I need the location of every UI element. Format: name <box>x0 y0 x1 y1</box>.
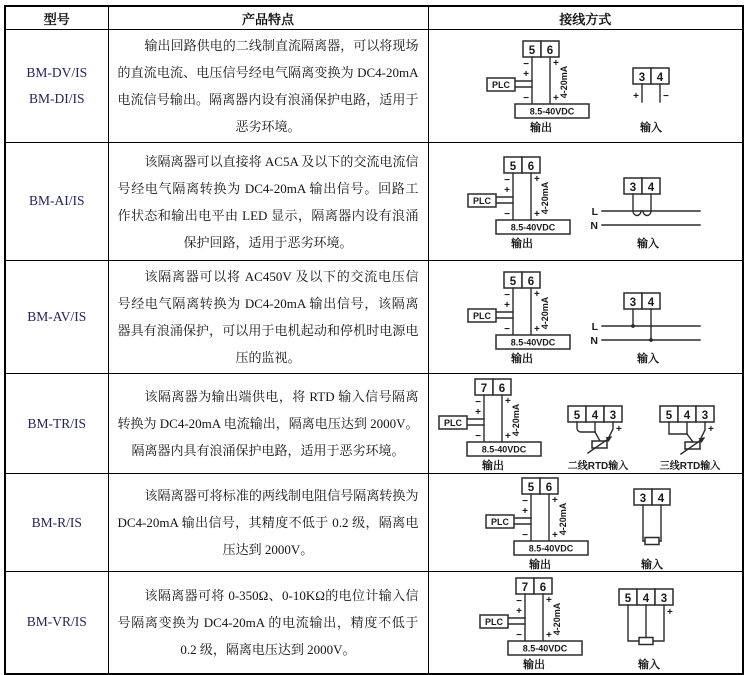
svg-text:+: + <box>616 423 623 435</box>
terminal-block <box>633 68 669 84</box>
svg-text:4: 4 <box>657 72 664 85</box>
terminal-block <box>624 178 660 194</box>
svg-text:+: + <box>553 93 560 105</box>
model-cell <box>5 261 108 374</box>
svg-text:−: − <box>523 59 530 71</box>
svg-text:+: + <box>667 606 674 618</box>
svg-text:+: + <box>553 58 560 70</box>
line-l-label: L <box>591 205 599 218</box>
col-header-features: 产品特点 <box>108 6 428 30</box>
svg-text:6: 6 <box>546 481 553 494</box>
input-wiring-diagram <box>606 575 692 671</box>
svg-text:+: + <box>552 529 559 541</box>
input-wiring-diagram <box>586 154 704 250</box>
svg-text:7: 7 <box>522 581 529 594</box>
svg-text:PLC: PLC <box>444 417 463 428</box>
header-row <box>5 6 743 30</box>
model-name: BM-R/IS <box>31 514 82 530</box>
svg-text:7: 7 <box>481 382 488 395</box>
svg-text:4: 4 <box>684 409 691 422</box>
output-label: 输出 <box>482 459 505 472</box>
svg-text:5: 5 <box>666 409 673 422</box>
wiring-cell <box>428 261 743 374</box>
svg-text:PLC: PLC <box>473 195 492 206</box>
svg-text:+: + <box>534 173 541 185</box>
svg-text:6: 6 <box>540 581 547 594</box>
input-label: 输入 <box>637 237 660 250</box>
output-label: 输出 <box>530 122 553 135</box>
svg-text:+: + <box>504 300 511 312</box>
features-cell: 该隔离器可将 0-350Ω、0-10KΩ的电位计输入信号隔离变换为 DC4-20mA 的电流输出，精度不低于 0.2 级，隔离电压达到 2000V。 <box>108 572 428 674</box>
features-cell: 该隔离器可以将 AC450V 及以下的交流电压信号经电气隔离转换为 DC4-20mA 输出信号，该隔离器具有浪涌保护，可以用于电机起动和停机时电源电压的监视。 <box>108 261 428 374</box>
resistor-symbol <box>645 537 659 544</box>
svg-text:6: 6 <box>528 276 535 289</box>
svg-text:+: + <box>708 423 715 435</box>
svg-text:−: − <box>523 93 530 105</box>
svg-text:PLC: PLC <box>492 80 511 91</box>
terminal-block <box>504 272 540 288</box>
svg-text:−: − <box>504 290 511 302</box>
terminal-block <box>475 379 511 395</box>
svg-text:5: 5 <box>528 481 535 494</box>
wiring-cell <box>428 374 743 474</box>
wiring-cell <box>428 30 743 143</box>
svg-text:6: 6 <box>547 45 554 58</box>
col-header-model: 型号 <box>5 6 108 30</box>
svg-text:6: 6 <box>499 382 506 395</box>
model-name: BM-AI/IS <box>28 193 85 209</box>
model-name: BM-TR/IS <box>27 415 86 431</box>
svg-text:PLC: PLC <box>491 516 510 527</box>
datasheet-page <box>4 5 744 675</box>
svg-text:+: + <box>504 184 511 196</box>
svg-text:−: − <box>475 396 482 408</box>
svg-text:+: + <box>505 395 512 407</box>
model-name: BM-DV/IS <box>26 64 88 80</box>
svg-text:4-20mA: 4-20mA <box>558 502 569 536</box>
model-cell <box>5 474 108 572</box>
svg-text:8.5-40VDC: 8.5-40VDC <box>522 643 568 653</box>
svg-text:−: − <box>522 529 529 541</box>
svg-text:PLC: PLC <box>473 311 492 322</box>
svg-text:6: 6 <box>528 160 535 173</box>
wiring-cell <box>428 572 743 674</box>
output-wiring-diagram <box>466 154 578 250</box>
features-cell: 该隔离器可以直接将 AC5A 及以下的交流电流信号经电气隔离转换为 DC4-20mA 输出信号。回路工作状态和输出电平由 LED 显示，隔离器内设有浪涌保护回路，适用于恶劣环境。 <box>108 143 428 261</box>
table-row <box>5 474 743 572</box>
table-row <box>5 572 743 674</box>
svg-text:4: 4 <box>592 409 599 422</box>
svg-text:4: 4 <box>648 181 655 194</box>
output-wiring-diagram <box>485 38 597 134</box>
output-wiring-diagram <box>484 475 596 571</box>
features-cell: 输出回路供电的二线制直流隔离器，可以将现场的直流电流、电压信号经电气隔离变换为 DC4-20mA 电流信号输出。隔离器内设有浪涌保护电路，适用于恶劣环境。 <box>108 30 428 143</box>
terminal-block <box>568 406 622 422</box>
svg-text:+: + <box>534 208 541 220</box>
wiring-cell <box>428 474 743 572</box>
svg-text:+: + <box>522 505 529 517</box>
table-row <box>5 374 743 474</box>
svg-text:+: + <box>546 629 553 641</box>
input-wiring-diagram <box>586 269 704 365</box>
svg-text:8.5-40VDC: 8.5-40VDC <box>529 106 575 117</box>
table-row <box>5 30 743 143</box>
input-label: 三线RTD输入 <box>659 460 721 472</box>
svg-text:5: 5 <box>510 160 517 173</box>
svg-text:3: 3 <box>630 297 637 310</box>
svg-text:4-20mA: 4-20mA <box>511 403 522 437</box>
line-n-label: N <box>590 335 599 348</box>
svg-text:+: + <box>552 494 559 506</box>
svg-text:+: + <box>633 91 640 103</box>
terminal-block <box>634 489 670 505</box>
model-cell <box>5 572 108 674</box>
svg-text:−: − <box>516 629 523 641</box>
terminal-block <box>522 478 558 494</box>
features-cell: 该隔离器为输出端供电，将 RTD 输入信号隔离转换为 DC4-20mA 电流输出，隔离电压达到 2000V。隔离器内具有浪涌保护电路，适用于恶劣环境。 <box>108 374 428 474</box>
svg-text:3: 3 <box>630 181 637 194</box>
potentiometer-symbol <box>639 637 653 644</box>
terminal-block <box>619 589 673 605</box>
svg-text:3: 3 <box>639 72 646 85</box>
terminal-block <box>504 157 540 173</box>
svg-text:4: 4 <box>643 592 650 605</box>
svg-text:5: 5 <box>625 592 632 605</box>
terminal-block <box>516 578 552 594</box>
wiring-cell <box>428 143 743 261</box>
output-wiring-diagram <box>478 575 590 671</box>
product-selection-table <box>4 5 744 675</box>
svg-text:−: − <box>522 495 529 507</box>
svg-text:4-20mA: 4-20mA <box>540 181 551 214</box>
features-cell: 该隔离器可将标准的两线制电阻信号隔离转换为 DC4-20mA 输出信号，其精度不低于 0.2 级，隔离电压达到 2000V。 <box>108 474 428 572</box>
svg-text:4: 4 <box>658 492 665 505</box>
svg-text:−: − <box>516 595 523 607</box>
model-name: BM-DI/IS <box>28 91 85 107</box>
input-label: 二线RTD输入 <box>567 460 629 472</box>
terminal-block <box>624 293 660 309</box>
svg-text:4: 4 <box>648 297 655 310</box>
table-row <box>5 143 743 261</box>
model-cell <box>5 30 108 143</box>
svg-text:8.5-40VDC: 8.5-40VDC <box>481 444 527 455</box>
svg-text:4-20mA: 4-20mA <box>559 65 570 99</box>
line-l-label: L <box>591 321 599 334</box>
svg-text:+: + <box>516 605 523 617</box>
svg-text:5: 5 <box>529 45 536 58</box>
input-wiring-diagram <box>620 475 686 571</box>
model-cell <box>5 374 108 474</box>
input-label: 输入 <box>641 558 664 571</box>
terminal-block <box>660 406 714 422</box>
svg-text:−: − <box>504 208 511 220</box>
table-row <box>5 261 743 374</box>
svg-text:+: + <box>505 430 512 442</box>
output-label: 输出 <box>511 353 534 366</box>
svg-text:PLC: PLC <box>485 616 504 627</box>
svg-text:3: 3 <box>702 409 709 422</box>
svg-text:4-20mA: 4-20mA <box>552 602 563 635</box>
line-n-label: N <box>590 219 599 232</box>
svg-text:+: + <box>523 69 530 81</box>
model-cell <box>5 143 108 261</box>
svg-text:+: + <box>475 406 482 418</box>
svg-text:8.5-40VDC: 8.5-40VDC <box>528 543 574 554</box>
svg-text:+: + <box>534 324 541 336</box>
svg-text:4-20mA: 4-20mA <box>540 296 551 330</box>
svg-text:+: + <box>546 594 553 606</box>
svg-text:5: 5 <box>574 409 581 422</box>
svg-text:5: 5 <box>510 276 517 289</box>
terminal-block <box>523 41 559 57</box>
output-label: 输出 <box>529 558 552 571</box>
svg-text:+: + <box>534 289 541 301</box>
output-wiring-diagram <box>437 376 549 472</box>
input-label: 输入 <box>638 658 661 671</box>
model-name: BM-VR/IS <box>26 614 87 630</box>
input-wiring-diagram <box>619 38 685 134</box>
rtd2-input-diagram <box>555 376 641 472</box>
output-wiring-diagram <box>466 269 578 365</box>
svg-text:−: − <box>504 174 511 186</box>
svg-text:−: − <box>475 430 482 442</box>
input-label: 输入 <box>640 122 663 135</box>
model-name: BM-AV/IS <box>27 309 87 325</box>
col-header-wiring: 接线方式 <box>428 6 743 30</box>
svg-text:3: 3 <box>610 409 617 422</box>
output-label: 输出 <box>523 658 546 671</box>
svg-text:8.5-40VDC: 8.5-40VDC <box>510 222 556 233</box>
svg-text:−: − <box>504 324 511 336</box>
output-label: 输出 <box>511 237 534 250</box>
rtd3-input-diagram <box>647 376 733 472</box>
input-label: 输入 <box>637 353 660 366</box>
svg-text:8.5-40VDC: 8.5-40VDC <box>510 337 556 348</box>
svg-text:3: 3 <box>640 492 647 505</box>
svg-text:3: 3 <box>661 592 668 605</box>
svg-text:−: − <box>663 91 670 103</box>
